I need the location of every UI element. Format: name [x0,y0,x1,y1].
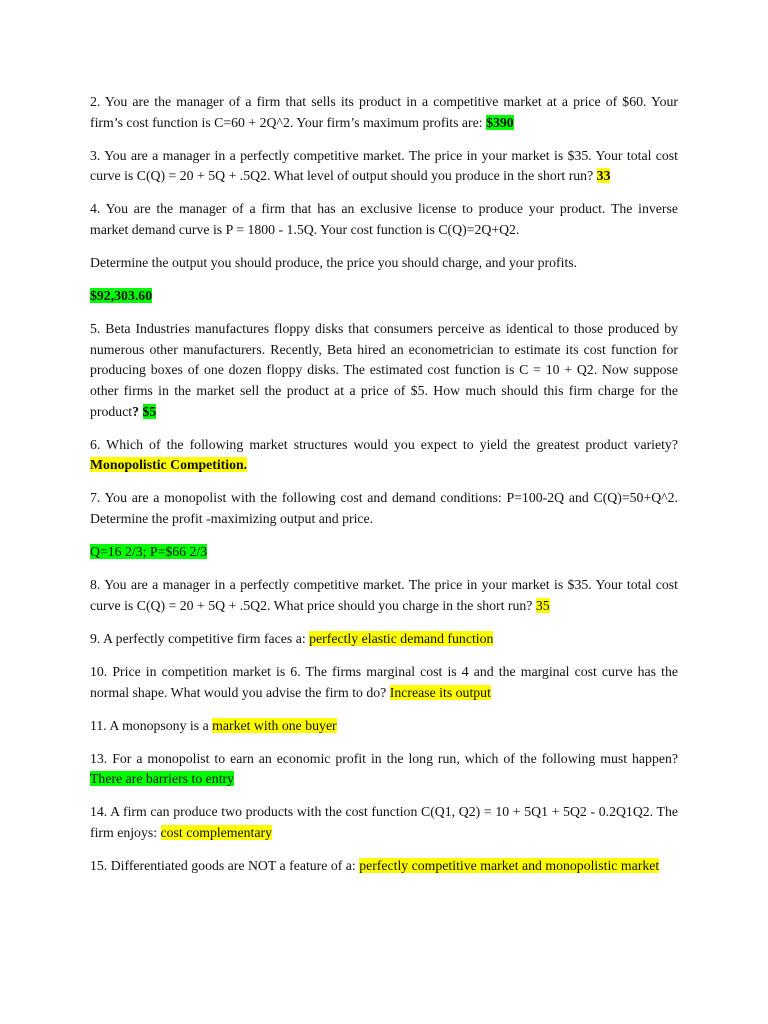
answer-highlight: Monopolistic Competition. [90,457,248,473]
question-text: 2. You are the manager of a firm that sells its product in a competitive market at a price of $60. Your firm’s cost function is C=60 + 2Q^2. Your firm’s maximum profits are: [90,94,678,130]
question-4 [90,199,678,240]
question-3 [90,146,678,187]
question-2 [90,92,678,133]
answer-highlight: 35 [535,597,550,613]
question-11 [90,716,678,737]
question-text: Determine the output you should produce, the price you should charge, and your profits. [90,255,578,271]
answer-highlight: $5 [142,403,157,419]
answer-highlight: Increase its output [389,684,491,700]
question-15 [90,856,678,877]
question-7 [90,488,678,529]
answer-highlight: Q=16 2/3; P=$66 2/3 [90,544,208,560]
question-14 [90,802,678,843]
answer-highlight: perfectly elastic demand function [309,630,494,646]
question-4-answer [90,286,678,307]
question-text: 14. A firm can produce two products with the cost function C(Q1, Q2) = 10 + 5Q1 + 5Q2 - 0.2Q1Q2. The firm enjoys: [90,804,678,841]
question-text: 6. Which of the following market structures would you expect to yield the greatest product variety? [90,436,678,452]
question-13 [90,749,678,790]
question-10 [90,662,678,703]
question-text: 10. Price in competition market is 6. The firms marginal cost is 4 and the marginal cost curve has the normal shape. What would you advise the firm to do? [90,663,678,700]
answer-highlight: $390 [486,114,514,130]
answer-highlight: perfectly competitive market and monopolistic market [359,858,660,874]
answer-highlight: $92,303.60 [90,288,153,304]
answer-highlight: market with one buyer [212,717,337,733]
question-text: 7. You are a monopolist with the following cost and demand conditions: P=100-2Q and C(Q)=50+Q^2. Determine the profit -maximizing output and price. [90,490,678,526]
answer-highlight: 33 [596,168,611,184]
answer-highlight: There are barriers to entry [90,771,235,787]
question-list [90,92,678,877]
question-text: 9. A perfectly competitive firm faces a: [90,630,310,646]
question-text: 13. For a monopolist to earn an economic profit in the long run, which of the following must happen? [90,750,678,766]
question-mark: ? [132,403,143,419]
question-text: 4. You are the manager of a firm that has an exclusive license to produce your product. The inverse market demand curve is P = 1800 - 1.5Q. Your cost function is C(Q)=2Q+Q2. [90,201,678,237]
question-text: 3. You are a manager in a perfectly competitive market. The price in your market is $35. Your total cost curve is C(Q) = 20 + 5Q + .5Q2. What level of output should you produce in the short run? [90,147,678,184]
question-text: 8. You are a manager in a perfectly competitive market. The price in your market is $35. Your total cost curve is C(Q) = 20 + 5Q + .5Q2. What price should you charge in the short run? [90,577,678,613]
question-9 [90,629,678,650]
question-text: 11. A monopsony is a [90,717,213,733]
question-4-followup [90,253,678,274]
question-6 [90,435,678,476]
question-text: 15. Differentiated goods are NOT a feature of a: [90,858,360,874]
question-8 [90,575,678,616]
answer-highlight: cost complementary [160,825,273,841]
question-7-answer [90,542,678,563]
question-text: 5. Beta Industries manufactures floppy disks that consumers perceive as identical to those produced by numerous other manufacturers. Recently, Beta hired an econometrician to estimate its cost function for producing boxes of one dozen floppy disks. The estimated cost function is C = 10 + Q2. Now suppose other firms in the market sell the product at a price of $5. How much should this firm charge for the product [90,321,678,419]
question-5 [90,319,678,422]
